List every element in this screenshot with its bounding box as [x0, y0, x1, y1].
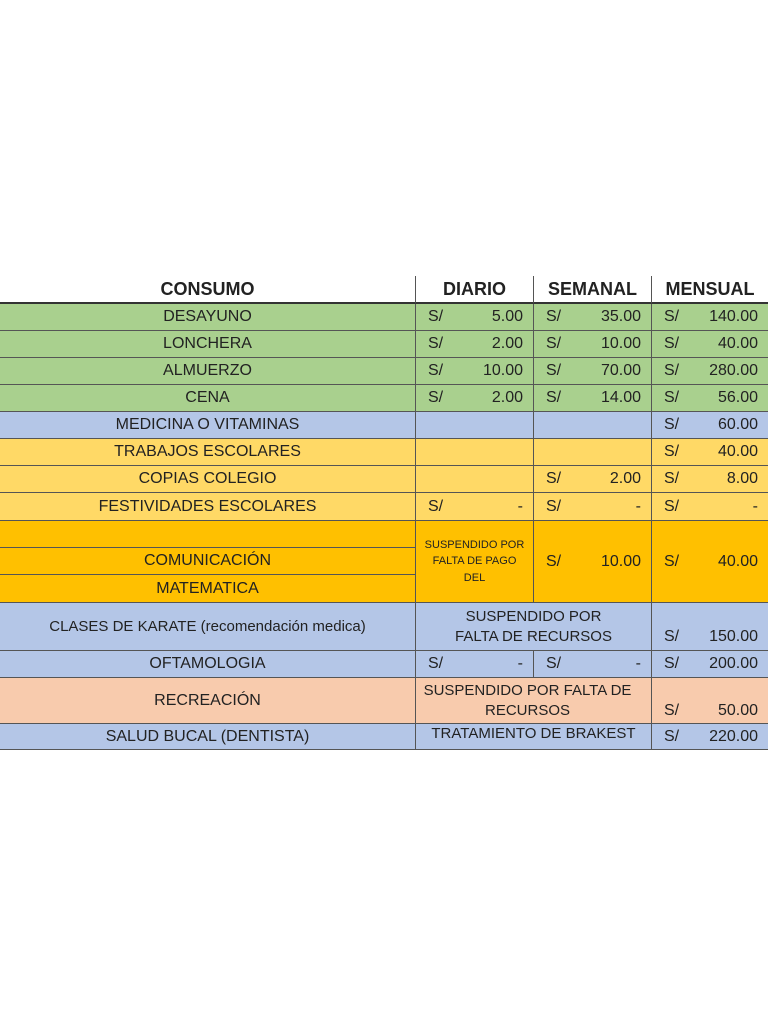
- table-row-lonchera: [0, 331, 768, 358]
- amount: 140.00: [709, 308, 758, 325]
- amount: 5.00: [491, 308, 523, 325]
- currency-symbol: S/: [664, 702, 680, 719]
- header-diario: DIARIO: [416, 276, 534, 304]
- semanal-cell: [534, 521, 652, 603]
- mensual-cell: [652, 603, 768, 651]
- row-label: DESAYUNO: [0, 304, 416, 331]
- row-label-comunicacion: COMUNICACIÓN: [0, 548, 416, 575]
- amount: 60.00: [717, 416, 758, 433]
- amount: -: [517, 655, 523, 672]
- amount: 10.00: [482, 362, 523, 379]
- table-row-desayuno: [0, 304, 768, 331]
- semanal-cell: [534, 358, 652, 385]
- row-label: CENA: [0, 385, 416, 412]
- table-header: [0, 276, 768, 304]
- diario-cell: [416, 439, 534, 466]
- diario-cell: [416, 385, 534, 412]
- header-mensual: MENSUAL: [652, 276, 768, 304]
- amount: 280.00: [709, 362, 758, 379]
- diario-cell: [416, 493, 534, 521]
- mensual-cell: [652, 521, 768, 603]
- amount: 2.00: [609, 470, 641, 487]
- amount: 8.00: [726, 470, 758, 487]
- mensual-cell: [652, 724, 768, 750]
- semanal-cell: [534, 466, 652, 493]
- semanal-cell: [534, 651, 652, 678]
- amount: -: [635, 655, 641, 672]
- table-row-almuerzo: [0, 358, 768, 385]
- suspended-note: SUSPENDIDO POR FALTA DE RECURSOS: [404, 678, 652, 724]
- amount: 14.00: [600, 389, 641, 406]
- currency-symbol: S/: [546, 552, 562, 570]
- amount: 56.00: [717, 389, 758, 406]
- mensual-cell: [652, 439, 768, 466]
- mensual-cell: [652, 493, 768, 521]
- row-label: SALUD BUCAL (DENTISTA): [0, 724, 416, 750]
- diario-cell: [416, 412, 534, 439]
- mensual-cell: [652, 412, 768, 439]
- currency-symbol: S/: [664, 335, 680, 352]
- currency-symbol: S/: [664, 727, 680, 745]
- currency-symbol: S/: [428, 362, 444, 379]
- semanal-cell: [534, 412, 652, 439]
- row-label: ALMUERZO: [0, 358, 416, 385]
- amount: 200.00: [709, 655, 758, 672]
- semanal-cell: [534, 331, 652, 358]
- row-label: COPIAS COLEGIO: [0, 466, 416, 493]
- currency-symbol: S/: [664, 443, 680, 460]
- currency-symbol: S/: [546, 497, 562, 515]
- table-row-trabajos: [0, 439, 768, 466]
- amount: -: [752, 497, 758, 515]
- table-row-oftamologia: [0, 651, 768, 678]
- treatment-note: TRATAMIENTO DE BRAKEST: [416, 724, 652, 750]
- row-label: CLASES DE KARATE (recomendación medica): [0, 603, 416, 651]
- currency-symbol: S/: [428, 335, 444, 352]
- row-label-empty: [0, 521, 416, 548]
- row-label: TRABAJOS ESCOLARES: [0, 439, 416, 466]
- amount: 2.00: [491, 389, 523, 406]
- amount: 10.00: [600, 335, 641, 352]
- currency-symbol: S/: [664, 470, 680, 487]
- row-label-matematica: MATEMATICA: [0, 575, 416, 603]
- table-row-recreacion: [0, 678, 768, 724]
- amount: 50.00: [717, 702, 758, 719]
- currency-symbol: S/: [546, 389, 562, 406]
- semanal-cell: [534, 439, 652, 466]
- diario-cell: [416, 358, 534, 385]
- table-row-salud-bucal: [0, 724, 768, 750]
- currency-symbol: S/: [664, 628, 680, 645]
- amount: 40.00: [717, 335, 758, 352]
- currency-symbol: S/: [546, 362, 562, 379]
- suspended-note: SUSPENDIDO POR FALTA DE RECURSOS: [416, 603, 652, 651]
- semanal-cell: [534, 493, 652, 521]
- expense-table: [0, 276, 768, 750]
- amount: 2.00: [491, 335, 523, 352]
- diario-cell: [416, 304, 534, 331]
- currency-symbol: S/: [664, 389, 680, 406]
- diario-cell: [416, 331, 534, 358]
- table-row-medicina: [0, 412, 768, 439]
- currency-symbol: S/: [664, 497, 680, 515]
- amount: 40.00: [717, 443, 758, 460]
- currency-symbol: S/: [664, 362, 680, 379]
- semanal-cell: [534, 304, 652, 331]
- table-row-cursos: [0, 521, 768, 603]
- amount: 40.00: [717, 552, 758, 570]
- suspended-note: SUSPENDIDO POR FALTA DE PAGO DEL: [416, 521, 534, 603]
- mensual-cell: [652, 466, 768, 493]
- amount: -: [517, 497, 523, 515]
- amount: 10.00: [600, 552, 641, 570]
- currency-symbol: S/: [664, 552, 680, 570]
- currency-symbol: S/: [428, 389, 444, 406]
- amount: 70.00: [600, 362, 641, 379]
- amount: -: [635, 497, 641, 515]
- amount: 220.00: [709, 727, 758, 745]
- mensual-cell: [652, 651, 768, 678]
- currency-symbol: S/: [546, 335, 562, 352]
- table-row-copias: [0, 466, 768, 493]
- currency-symbol: S/: [546, 655, 562, 672]
- row-label: RECREACIÓN: [0, 678, 416, 724]
- mensual-cell: [652, 304, 768, 331]
- currency-symbol: S/: [546, 470, 562, 487]
- currency-symbol: S/: [428, 497, 444, 515]
- row-label: OFTAMOLOGIA: [0, 651, 416, 678]
- mensual-cell: [652, 331, 768, 358]
- diario-cell: [416, 466, 534, 493]
- table-row-cena: [0, 385, 768, 412]
- row-label: LONCHERA: [0, 331, 416, 358]
- currency-symbol: S/: [664, 308, 680, 325]
- mensual-cell: [652, 385, 768, 412]
- currency-symbol: S/: [546, 308, 562, 325]
- table-row-karate: [0, 603, 768, 651]
- amount: 150.00: [709, 628, 758, 645]
- table-row-festividades: [0, 493, 768, 521]
- currency-symbol: S/: [664, 655, 680, 672]
- currency-symbol: S/: [428, 308, 444, 325]
- row-label: MEDICINA O VITAMINAS: [0, 412, 416, 439]
- currency-symbol: S/: [428, 655, 444, 672]
- row-label: FESTIVIDADES ESCOLARES: [0, 493, 416, 521]
- diario-cell: [416, 651, 534, 678]
- header-semanal: SEMANAL: [534, 276, 652, 304]
- mensual-cell: [652, 358, 768, 385]
- mensual-cell: [652, 678, 768, 724]
- semanal-cell: [534, 385, 652, 412]
- header-consumo: CONSUMO: [0, 276, 416, 304]
- amount: 35.00: [600, 308, 641, 325]
- currency-symbol: S/: [664, 416, 680, 433]
